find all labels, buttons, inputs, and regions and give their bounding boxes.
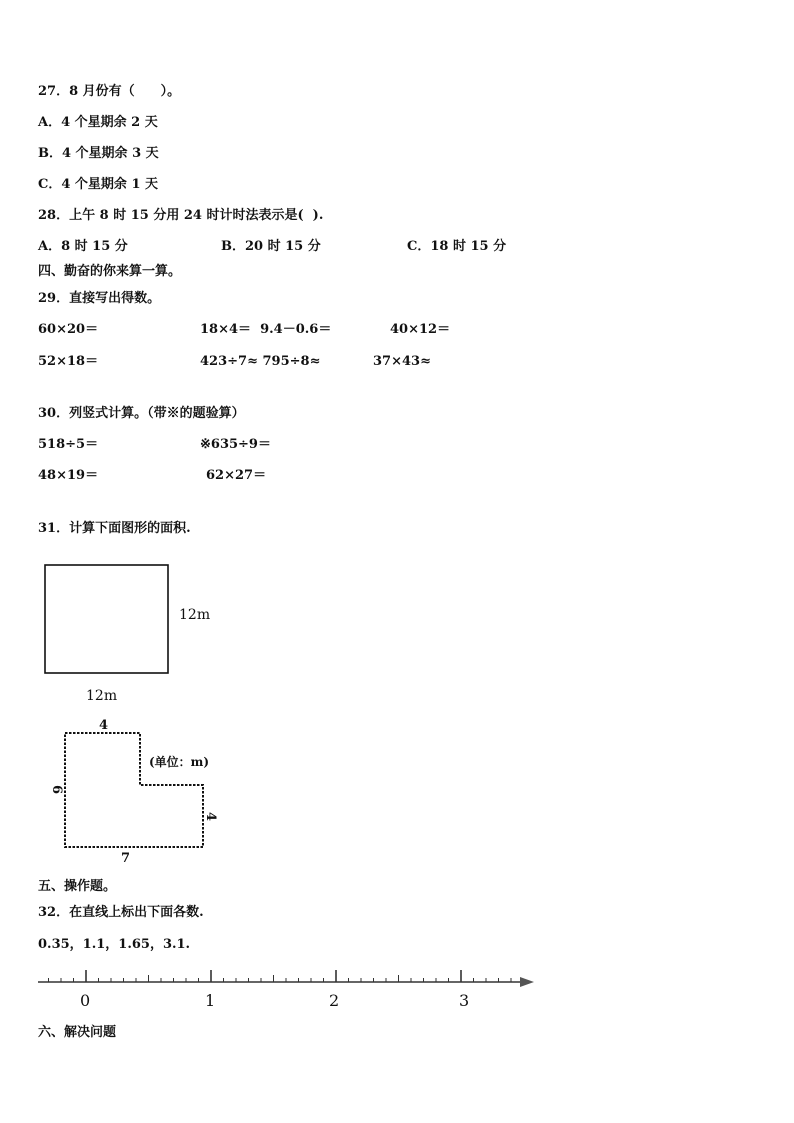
l-shape-unit-label: (单位：m): [149, 755, 210, 769]
q27-option-a: A．4 个星期余 2 天: [38, 115, 158, 130]
square-side-label: 12m: [179, 607, 211, 623]
q28-option-a: A．8 时 15 分: [38, 239, 128, 254]
q30-r2-c2: 62×27＝: [206, 468, 267, 483]
q29-r2-c2: 423÷7≈ 795÷8≈: [200, 354, 321, 369]
section5-heading: 五、操作题。: [38, 879, 117, 894]
q29-r1-c1: 60×20＝: [38, 322, 99, 337]
q28-stem: 28．上午 8 时 15 分用 24 时计时法表示是( ).: [38, 208, 324, 223]
number-line-ticks: [49, 970, 512, 982]
q29-r1-c3: 40×12＝: [390, 322, 451, 337]
q28-option-b: B．20 时 15 分: [221, 239, 321, 254]
q30-stem: 30．列竖式计算。（带※的题验算）: [38, 406, 245, 421]
l-shape-figure: [65, 733, 203, 847]
axis-label-2: 2: [329, 991, 340, 1010]
q32-stem: 32．在直线上标出下面各数.: [38, 905, 204, 920]
q32-numbers: 0.35，1.1，1.65，3.1.: [38, 937, 191, 952]
q27-stem: 27．8 月份有（ ）。: [38, 84, 181, 99]
axis-label-3: 3: [459, 991, 470, 1010]
q29-stem: 29．直接写出得数。: [38, 291, 161, 306]
number-line: [38, 970, 534, 1010]
square-bottom-label: 12m: [86, 688, 118, 704]
q27-option-c: C．4 个星期余 1 天: [38, 177, 159, 192]
q30-r1-c1: 518÷5＝: [38, 437, 99, 452]
l-shape-right-label: 4: [203, 812, 218, 822]
l-shape-top-label: 4: [99, 718, 109, 733]
q28-option-c: C．18 时 15 分: [407, 239, 507, 254]
q30-r1-c2: ※635÷9＝: [200, 437, 271, 452]
q31-stem: 31．计算下面图形的面积.: [38, 521, 191, 536]
number-line-arrow: [520, 977, 534, 987]
l-shape-left-label: 6: [49, 785, 64, 795]
section6-heading: 六、解决问题: [38, 1025, 117, 1040]
l-shape-bottom-label: 7: [121, 851, 131, 866]
q30-r2-c1: 48×19＝: [38, 468, 99, 483]
axis-label-1: 1: [205, 991, 216, 1010]
q29-r2-c3: 37×43≈: [373, 354, 431, 369]
section4-heading: 四、勤奋的你来算一算。: [38, 264, 182, 279]
q29-r2-c1: 52×18＝: [38, 354, 99, 369]
q29-r1-c2: 18×4＝ 9.4－0.6＝: [200, 322, 332, 337]
q27-option-b: B．4 个星期余 3 天: [38, 146, 159, 161]
axis-label-0: 0: [80, 991, 91, 1010]
square-figure: [45, 565, 168, 673]
